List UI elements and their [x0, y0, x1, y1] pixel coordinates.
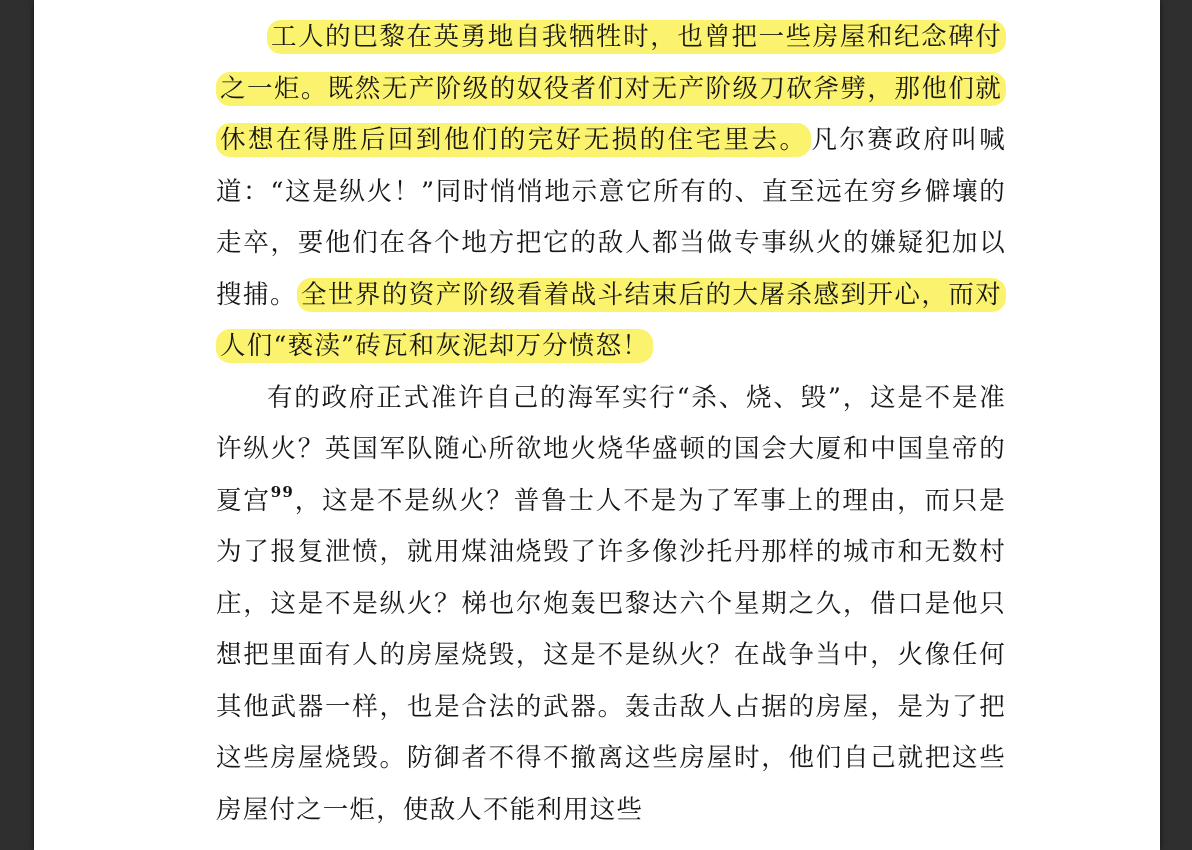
highlight-1[interactable]: 工人的巴黎在英勇地自我牺牲时，也曾把一些房屋和纪念碑付之一炬。既然无产阶级的奴役者们对无产阶级刀砍斧劈，那他们就休想在得胜后回到他们的完好无损的住宅里去。 — [216, 20, 1006, 157]
text-block — [216, 12, 1006, 836]
highlight-2[interactable]: 全世界的资产阶级看着战斗结束后的大屠杀感到开心，而对人们“亵渎”砖瓦和灰泥却万分愤怒！ — [216, 278, 1006, 364]
paragraph-2 — [216, 373, 1006, 837]
paragraph-2-text-end: ，这是不是纵火？普鲁士人不是为了军事上的理由，而只是为了报复泄愤，就用煤油烧毁了许多像沙托丹那样的城市和无数村庄，这是不是纵火？梯也尔炮轰巴黎达六个星期之久，借口是他只想把里面有人的房屋烧毁，这是不是纵火？在战争当中，火像任何其他武器一样，也是合法的武器。轰击敌人占据的房屋，是为了把这些房屋烧毁。防御者不得不撤离这些房屋时，他们自己就把这些房屋付之一炬，使敌人不能利用这些 — [216, 485, 1006, 825]
document-page — [34, 0, 1160, 850]
paragraph-2-text-start: 有的政府正式准许自己的海军实行“杀、烧、毁”，这是不是准许纵火？英国军队随心所欲地火烧华盛顿的国会大厦和中国皇帝的夏宫 — [216, 382, 1006, 516]
footnote-marker[interactable]: 99 — [270, 482, 295, 501]
paragraph-1 — [216, 12, 1006, 373]
paragraph-1-text: 凡尔赛政府叫喊道：“这是纵火！”同时悄悄地示意它所有的、直至远在穷乡僻壤的走卒，要他们在各个地方把它的敌人都当做专事纵火的嫌疑犯加以搜捕。 — [216, 125, 1006, 310]
